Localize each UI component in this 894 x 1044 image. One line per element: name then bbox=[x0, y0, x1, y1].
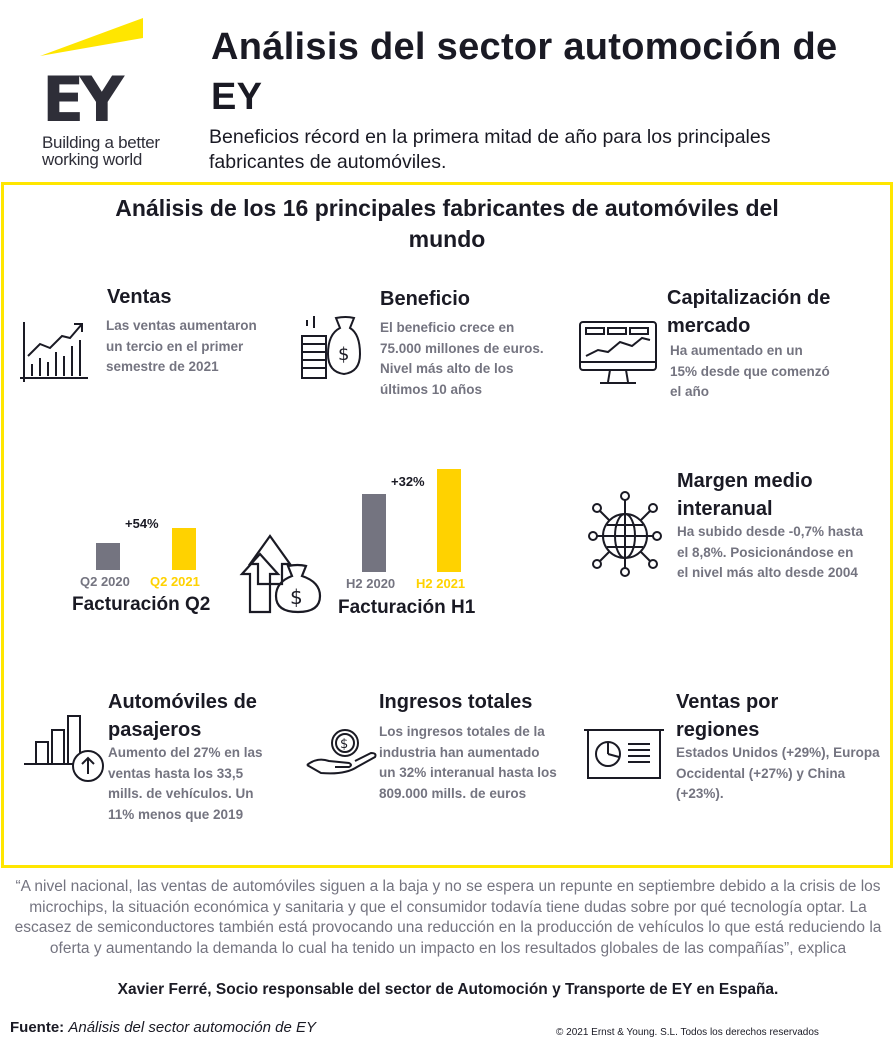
logo-tagline: Building a better working world bbox=[42, 133, 160, 169]
margen-text: Ha subido desde -0,7% hasta el 8,8%. Posicionándose en el nivel más alto desde 2004 bbox=[677, 524, 864, 580]
ey-logo: EY bbox=[42, 63, 120, 136]
money-bag-coins-icon bbox=[300, 314, 362, 384]
presentation-board-icon bbox=[584, 726, 664, 782]
page-subtitle: Beneficios récord en la primera mitad de año para los principales fabricantes de automóviles. bbox=[209, 126, 771, 173]
svg-text:$: $ bbox=[338, 344, 350, 365]
beneficio-heading: Beneficio bbox=[380, 288, 471, 310]
regiones-heading: Ventas por regiones bbox=[676, 691, 779, 741]
chart-q2-label-2020: Q2 2020 bbox=[80, 574, 130, 589]
capitalizacion-heading: Capitalización de mercado bbox=[667, 287, 831, 337]
hand-coin-icon bbox=[305, 727, 379, 777]
chart-q2-change-label: +54% bbox=[125, 516, 159, 531]
ventas-text: Las ventas aumentaron un tercio en el primer semestre de 2021 bbox=[106, 318, 257, 374]
section-title: Análisis de los 16 principales fabricantes de automóviles del mundo bbox=[115, 195, 779, 252]
beneficio-text: El beneficio crece en 75.000 millones de euros. Nivel más alto de los últimos 10 años bbox=[380, 320, 544, 397]
bar-q2-2021 bbox=[172, 528, 196, 570]
chart-h1-label-2020: H2 2020 bbox=[346, 576, 396, 591]
quote-text: “A nivel nacional, las ventas de automóviles siguen a la baja y no se espera un repunte en septiembre debido a la crisis de los microchips, la situación económica y sanitaria y que el consumidor todavía tiene dudas sobre por qué tecnología optar. La escasez de semiconductores también está provocando una reducción en la producción de vehículos lo que está reduciendo la oferta y aumentando la demanda lo cual ha tenido un impacto en los resultados globales de las compañías”, explica bbox=[14, 878, 882, 957]
bar-q2-2020 bbox=[96, 543, 120, 570]
chart-h1-change-label: +32% bbox=[391, 474, 425, 489]
source-text: Análisis del sector automoción de EY bbox=[68, 1019, 316, 1036]
capitalizacion-text: Ha aumentado en un 15% desde que comenzó el año bbox=[670, 343, 830, 399]
margen-heading: Margen medio interanual bbox=[677, 470, 813, 520]
automoviles-heading: Automóviles de pasajeros bbox=[108, 691, 257, 741]
source-note bbox=[10, 1019, 316, 1036]
chart-q2-title: Facturación Q2 bbox=[72, 594, 211, 615]
page-title: Análisis del sector automoción de EY bbox=[211, 26, 838, 118]
quote-author: Xavier Ferré, Socio responsable del sector de Automoción y Transporte de EY en España. bbox=[117, 981, 779, 998]
svg-text:$: $ bbox=[340, 737, 349, 752]
globe-network-icon bbox=[587, 492, 663, 578]
chart-h1-title: Facturación H1 bbox=[338, 597, 476, 618]
copyright: © 2021 Ernst & Young. S.L. Todos los derechos reservados bbox=[556, 1027, 819, 1038]
svg-text:$: $ bbox=[290, 585, 303, 609]
regiones-text: Estados Unidos (+29%), Europa Occidental (+27%) y China (+23%). bbox=[676, 745, 880, 801]
bar-h2-2021 bbox=[437, 469, 461, 572]
ingresos-heading: Ingresos totales bbox=[379, 691, 533, 713]
chart-h1-label-2021: H2 2021 bbox=[416, 576, 466, 591]
automoviles-text: Aumento del 27% en las ventas hasta los 33,5 mills. de vehículos. Un 11% menos que 2019 bbox=[108, 745, 263, 822]
bars-arrow-up-icon bbox=[22, 714, 106, 784]
sales-chart-icon bbox=[20, 320, 90, 384]
chart-q2-label-2021: Q2 2021 bbox=[150, 574, 200, 589]
source-label: Fuente: bbox=[10, 1019, 65, 1036]
ingresos-text: Los ingresos totales de la industria han aumentado un 32% interanual hasta los 809.000 mills. de euros bbox=[379, 724, 557, 801]
monitor-chart-icon bbox=[578, 320, 658, 386]
ventas-heading: Ventas bbox=[107, 286, 172, 308]
bar-h2-2020 bbox=[362, 494, 386, 572]
growth-arrows-money-icon bbox=[240, 534, 326, 614]
